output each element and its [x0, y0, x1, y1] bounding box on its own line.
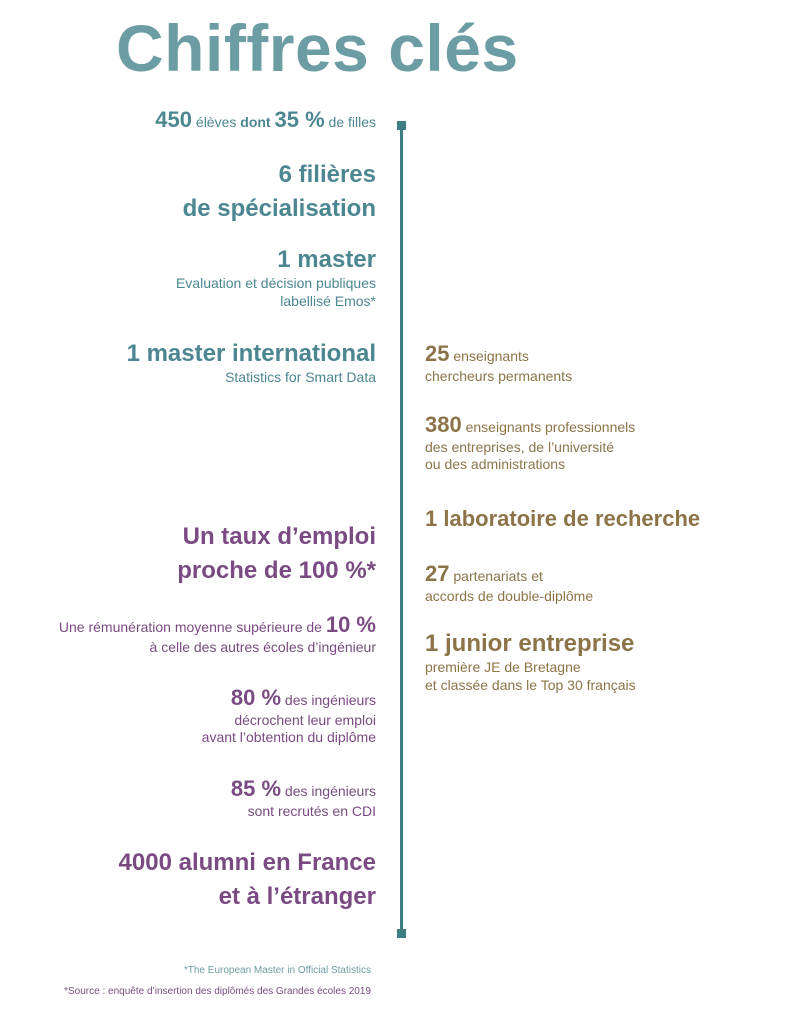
stat-engineers-85 [231, 775, 376, 820]
emploi-line2: proche de 100 %* [177, 556, 376, 584]
junior-line1: première JE de Bretagne [425, 659, 581, 675]
master-intl-sub: Statistics for Smart Data [225, 369, 376, 385]
junior-title: 1 junior entreprise [425, 630, 635, 657]
stat-filieres [183, 158, 376, 225]
footnote-source: *Source : enquête d’insertion des diplômés des Grandes écoles 2019 [64, 986, 371, 997]
stat-students [155, 106, 376, 134]
engineers85-text: des ingénieurs [281, 783, 376, 799]
stat-professionals [425, 411, 635, 474]
master-line1: Evaluation et décision publiques [175, 275, 376, 291]
engineers80-line3: avant l’obtention du diplôme [201, 729, 376, 745]
filieres-line2: de spécialisation [182, 194, 376, 222]
students-count: 450 [155, 107, 193, 132]
stat-master-international [127, 339, 376, 387]
professionals-line3: ou des administrations [425, 456, 566, 472]
partners-count: 27 [425, 561, 450, 586]
timeline-top-cap [397, 121, 406, 130]
girls-percent: 35 % [274, 107, 325, 132]
alumni-line2: et à l’étranger [218, 882, 376, 910]
stat-partners [425, 560, 593, 605]
teachers-count: 25 [425, 341, 450, 366]
master-title: 1 master [277, 246, 376, 273]
page-title: Chiffres clés [116, 11, 519, 85]
junior-line2: et classée dans le Top 30 français [425, 676, 636, 693]
professionals-count: 380 [425, 412, 462, 437]
partners-line2: accords de double-diplôme [425, 587, 594, 604]
remuneration-line2: à celle des autres écoles d’ingénieur [149, 638, 376, 655]
stat-lab [425, 505, 700, 533]
professionals-line2: des entreprises, de l’université [425, 438, 615, 455]
engineers85-line2: sont recrutés en CDI [247, 802, 376, 819]
partners-text: partenariats et [449, 568, 543, 584]
engineers80-line2: décrochent leur emploi [234, 711, 376, 728]
lab-title: 1 laboratoire de recherche [425, 506, 701, 531]
teachers-line2: chercheurs permanents [425, 367, 573, 384]
teachers-text: enseignants [449, 348, 529, 364]
stat-junior [425, 629, 636, 694]
engineers80-percent: 80 % [230, 685, 282, 710]
emploi-line1: Un taux d’emploi [182, 523, 376, 550]
filieres-line1: 6 filières [278, 161, 376, 188]
stat-teachers [425, 340, 572, 385]
remuneration-percent: 10 % [325, 612, 376, 637]
students-text: élèves [192, 114, 241, 130]
remuneration-text: Une rémunération moyenne supérieure de [58, 619, 326, 635]
alumni-line1: 4000 alumni en France [118, 849, 376, 876]
master-line2: labellisé Emos* [280, 292, 376, 309]
professionals-text: enseignants professionnels [461, 419, 636, 435]
girls-text: de filles [324, 114, 376, 130]
students-dont: dont [240, 114, 275, 130]
stat-alumni [119, 846, 376, 913]
stat-remuneration [59, 611, 376, 656]
engineers85-percent: 85 % [230, 776, 282, 801]
timeline-bottom-cap [397, 929, 406, 938]
engineers80-text: des ingénieurs [281, 692, 376, 708]
stat-emploi [177, 520, 376, 587]
master-intl-title: 1 master international [126, 340, 376, 367]
footnote-emos: *The European Master in Official Statistics [183, 965, 371, 976]
stat-engineers-80 [202, 684, 376, 747]
stat-master [176, 245, 376, 310]
timeline-line [400, 125, 403, 935]
